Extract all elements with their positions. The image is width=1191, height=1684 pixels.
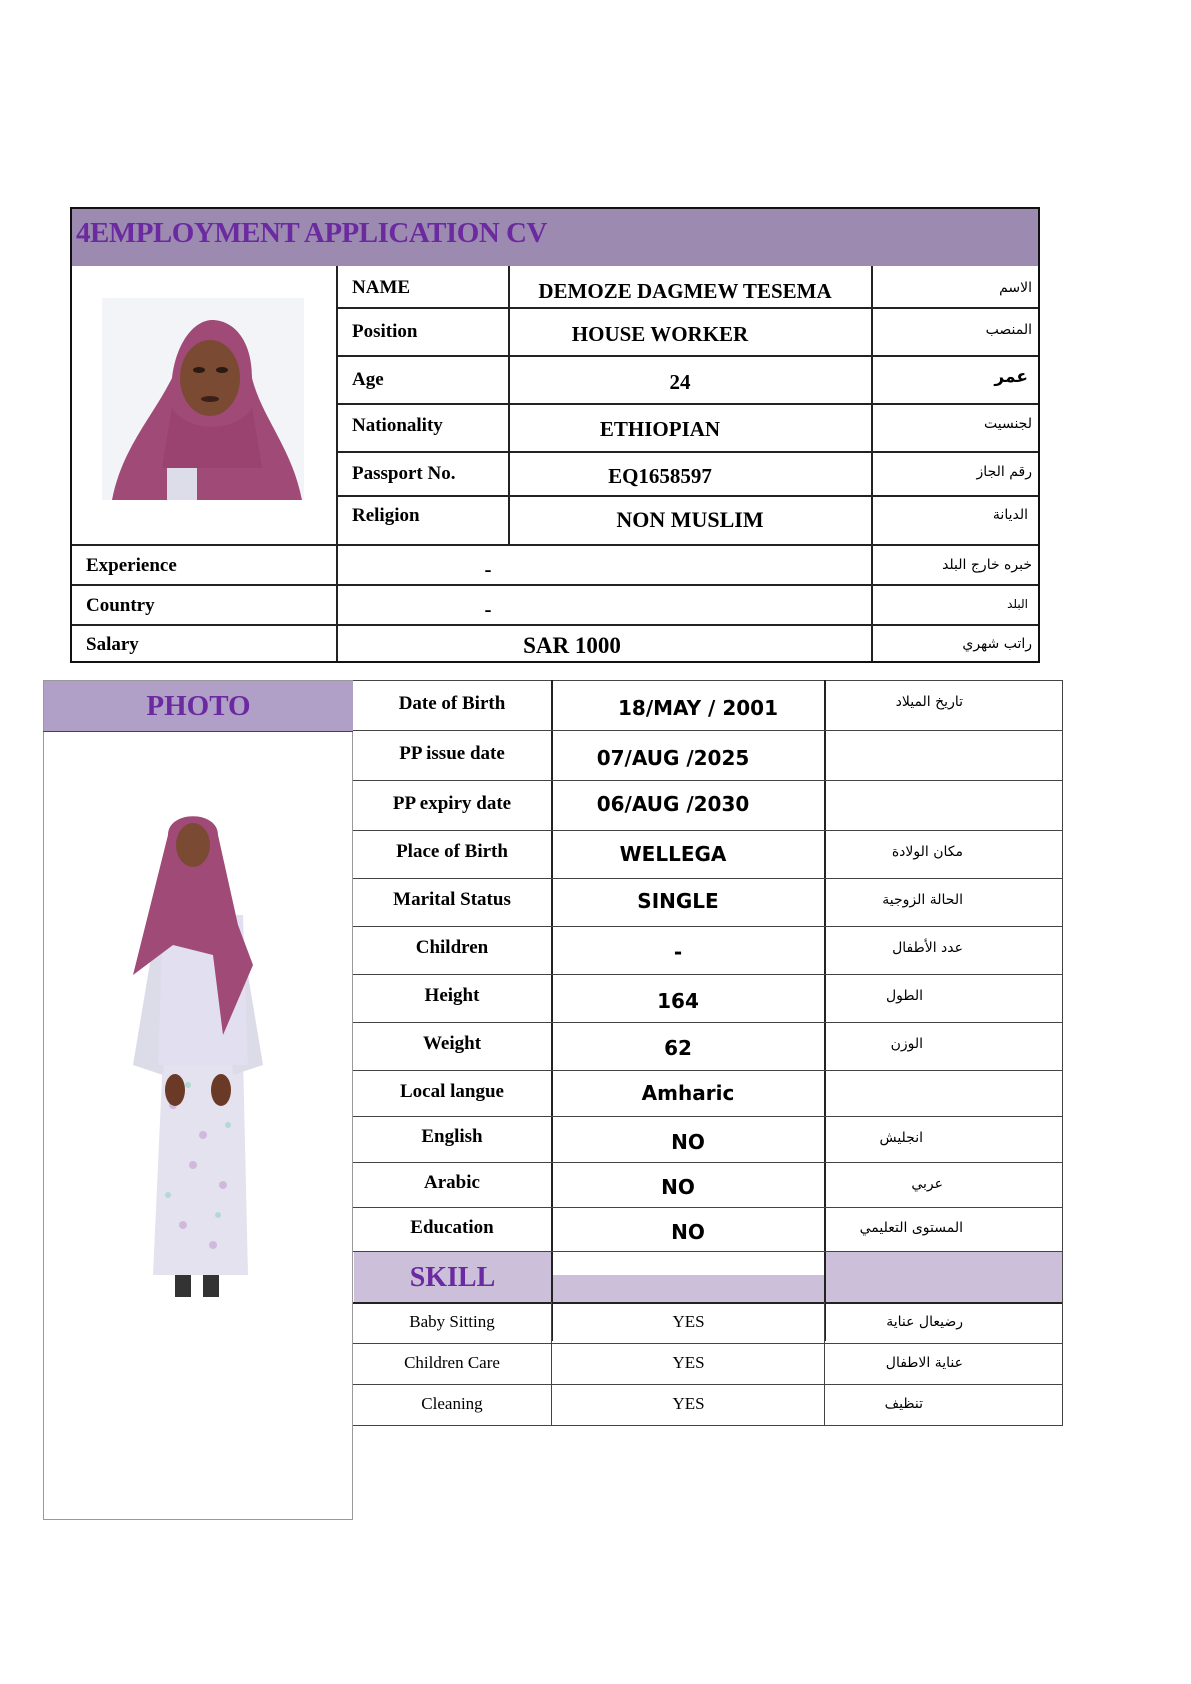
- field-arabic-salary: راتب شهري: [962, 636, 1032, 652]
- detail-label-english: English: [421, 1126, 483, 1147]
- field-value-country: -: [484, 597, 492, 621]
- detail-value-education: NO: [671, 1220, 705, 1244]
- field-arabic-name: الاسم: [999, 280, 1032, 296]
- field-value-age: 24: [669, 370, 691, 394]
- detail-value-children: -: [673, 940, 683, 964]
- detail-label-place-of-birth: Place of Birth: [396, 841, 508, 862]
- field-arabic-experience: خبره خارج البلد: [942, 557, 1032, 573]
- detail-value-place-of-birth: WELLEGA: [619, 842, 727, 866]
- photo-section-title: PHOTO: [146, 690, 251, 722]
- field-label-passport: Passport No.: [352, 463, 456, 484]
- cv-details-section: [43, 680, 1063, 1520]
- field-label-age: Age: [352, 369, 384, 390]
- cv-title: 4EMPLOYMENT APPLICATION CV: [76, 217, 547, 249]
- field-arabic-passport: رقم الجاز: [976, 464, 1032, 480]
- detail-arabic-children: عدد الأطفال: [892, 940, 963, 956]
- field-arabic-country: البلد: [1007, 597, 1028, 611]
- skill-arabic-baby-sitting: رضيعال عناية: [886, 1314, 963, 1330]
- skill-section-title: SKILL: [409, 1262, 496, 1293]
- detail-arabic-dob: تاريخ الميلاد: [895, 694, 963, 710]
- detail-arabic-arabic: عربي: [911, 1176, 943, 1192]
- detail-label-children: Children: [415, 937, 489, 958]
- field-label-experience: Experience: [86, 555, 177, 576]
- detail-arabic-place-of-birth: مكان الولادة: [891, 844, 963, 860]
- skill-arabic-cleaning: تنظيف: [884, 1396, 923, 1412]
- field-arabic-religion: الديانة: [992, 507, 1028, 523]
- detail-label-pp-issue: PP issue date: [399, 743, 505, 764]
- field-value-salary: SAR 1000: [523, 633, 621, 658]
- skill-header-arabic-cell: [826, 1252, 1062, 1302]
- detail-arabic-education: المستوى التعليمي: [859, 1220, 963, 1236]
- skill-arabic-children-care: عناية الاطفال: [885, 1355, 963, 1371]
- cv-header-table: [70, 207, 1040, 663]
- field-label-religion: Religion: [352, 505, 420, 526]
- field-value-nationality: ETHIOPIAN: [599, 417, 721, 441]
- field-value-religion: NON MUSLIM: [616, 507, 764, 532]
- detail-value-english: NO: [671, 1130, 705, 1154]
- field-label-salary: Salary: [86, 634, 139, 655]
- field-value-name: DEMOZE DAGMEW TESEMA: [538, 279, 832, 303]
- field-label-position: Position: [352, 321, 418, 342]
- detail-value-height: 164: [657, 989, 699, 1013]
- detail-label-height: Height: [424, 985, 480, 1006]
- detail-value-pp-issue: 07/AUG /2025: [596, 746, 750, 770]
- field-label-nationality: Nationality: [352, 415, 443, 436]
- field-value-position: HOUSE WORKER: [571, 322, 749, 346]
- headshot-photo: [102, 298, 304, 500]
- skill-value-children-care: YES: [672, 1353, 705, 1372]
- detail-value-weight: 62: [664, 1036, 692, 1060]
- detail-value-arabic: NO: [661, 1175, 695, 1199]
- detail-value-pp-expiry: 06/AUG /2030: [596, 792, 750, 816]
- field-label-name: NAME: [352, 277, 411, 298]
- detail-label-arabic: Arabic: [424, 1172, 480, 1193]
- detail-value-dob: 18/MAY / 2001: [618, 696, 778, 720]
- detail-label-weight: Weight: [422, 1033, 482, 1054]
- detail-label-pp-expiry: PP expiry date: [392, 793, 512, 814]
- headshot-image: [102, 298, 304, 500]
- skill-header-value-cell: [553, 1275, 824, 1302]
- full-body-image: [103, 805, 293, 1335]
- detail-label-education: Education: [410, 1217, 494, 1238]
- skill-label-baby-sitting: Baby Sitting: [409, 1312, 495, 1331]
- field-arabic-position: المنصب: [985, 322, 1032, 338]
- detail-arabic-english: انجليش: [879, 1130, 923, 1146]
- skill-value-baby-sitting: YES: [672, 1312, 705, 1331]
- detail-arabic-marital-status: الحالة الزوجية: [882, 892, 963, 908]
- skill-value-cleaning: YES: [672, 1394, 705, 1413]
- skill-label-cleaning: Cleaning: [421, 1394, 483, 1413]
- detail-label-marital-status: Marital Status: [393, 889, 511, 910]
- field-label-country: Country: [86, 595, 155, 616]
- field-arabic-nationality: لجنسيت: [984, 416, 1032, 432]
- detail-label-dob: Date of Birth: [398, 693, 506, 714]
- detail-label-local-language: Local langue: [400, 1081, 504, 1102]
- detail-value-local-language: Amharic: [641, 1081, 735, 1105]
- field-arabic-age: عمر: [994, 367, 1028, 387]
- field-value-passport: EQ1658597: [608, 464, 712, 488]
- cv-title-bar: [72, 209, 1038, 266]
- detail-value-marital-status: SINGLE: [637, 889, 719, 913]
- full-body-photo: [103, 805, 293, 1335]
- skill-label-children-care: Children Care: [404, 1353, 500, 1372]
- detail-arabic-height: الطول: [885, 988, 923, 1004]
- detail-arabic-weight: الوزن: [890, 1036, 923, 1052]
- field-value-experience: -: [484, 557, 492, 581]
